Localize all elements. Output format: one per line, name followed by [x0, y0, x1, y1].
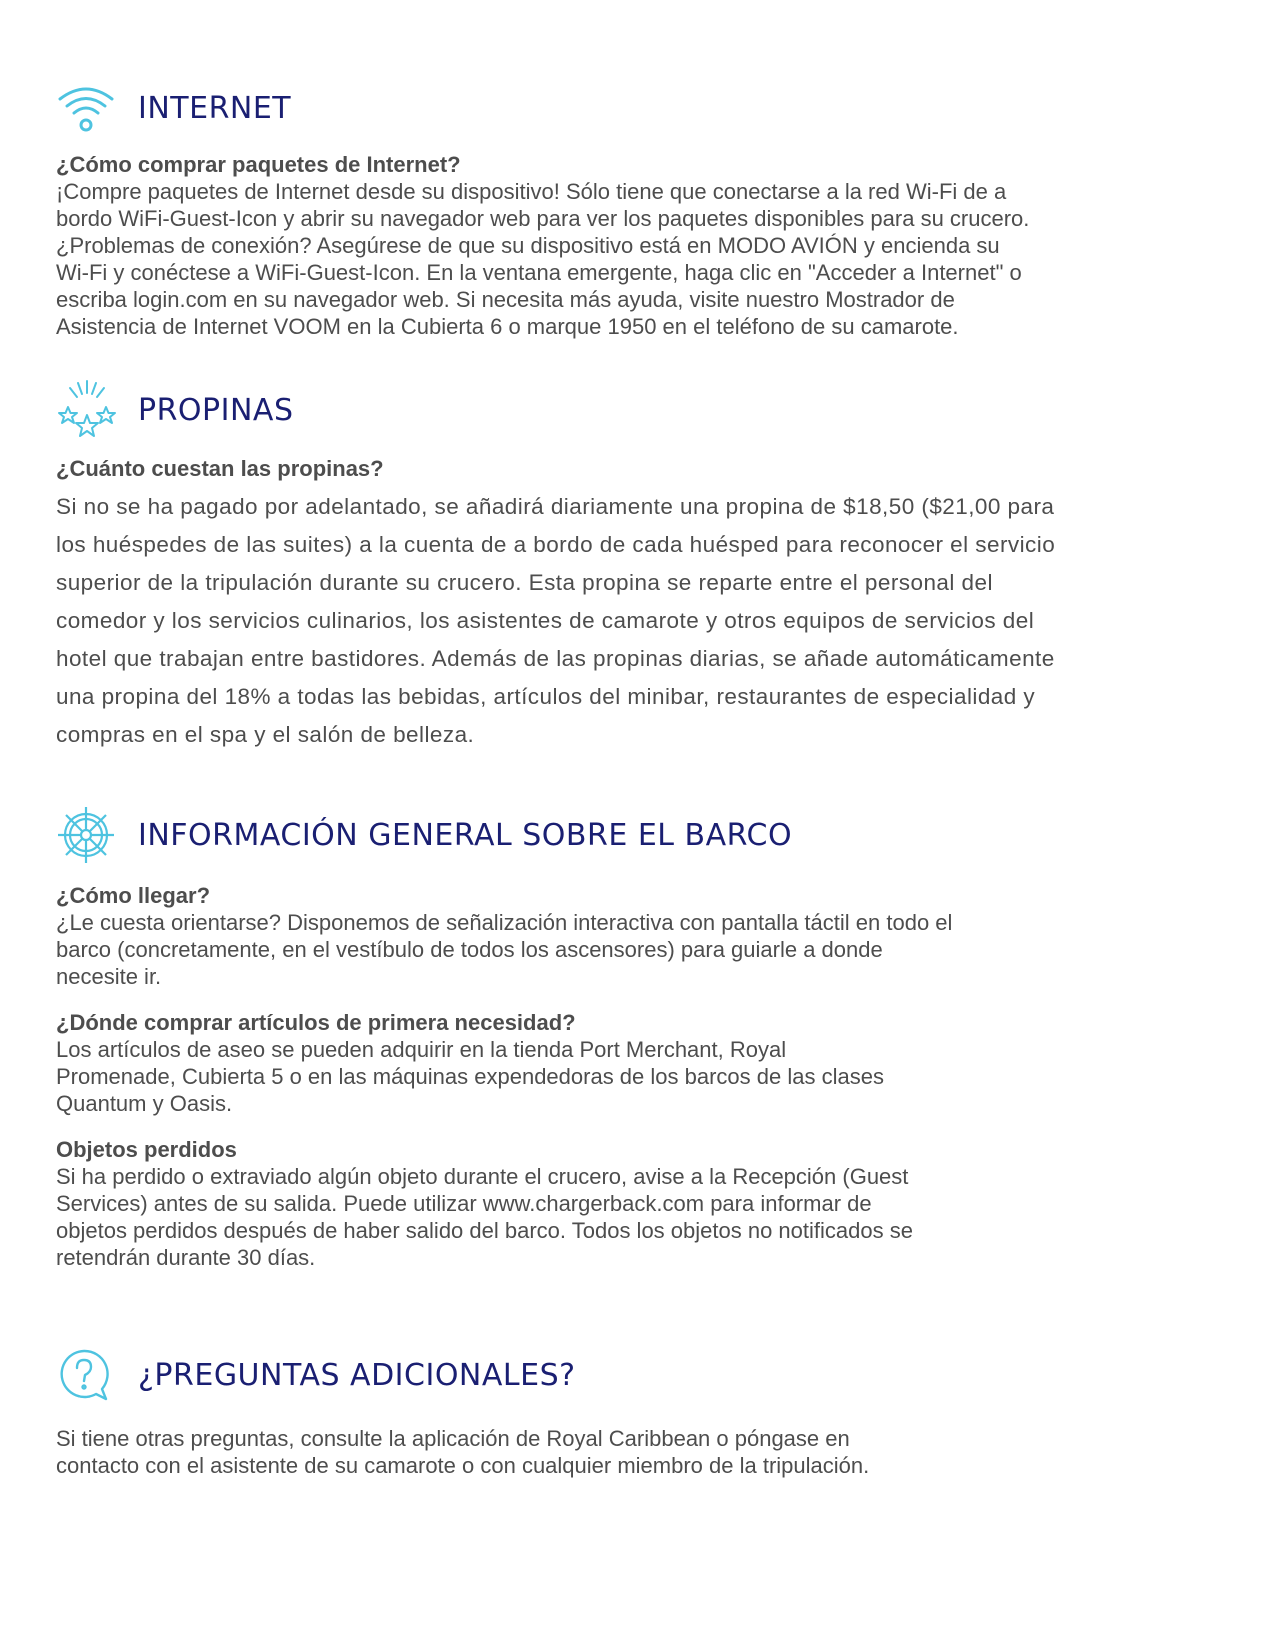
body-line: barco (concretamente, en el vestíbulo de todos los ascensores) para guiarle a donde: [56, 937, 883, 962]
body-line: objetos perdidos después de haber salido del barco. Todos los objetos no notificados se: [56, 1218, 913, 1243]
barco-section: [56, 805, 1226, 1271]
body-line: ¿Problemas de conexión? Asegúrese de que su dispositivo está en MODO AVIÓN y encienda su: [56, 233, 1000, 258]
body-line: los huéspedes de las suites) a la cuenta de a bordo de cada huésped para reconocer el servicio: [56, 532, 1056, 557]
body-line: ¡Compre paquetes de Internet desde su dispositivo! Sólo tiene que conectarse a la red Wi-Fi de a: [56, 179, 1007, 204]
internet-header: [56, 78, 1226, 138]
body-line: escriba login.com en su navegador web. Si necesita más ayuda, visite nuestro Mostrador de: [56, 287, 955, 312]
propinas-title: PROPINAS: [138, 392, 294, 428]
propinas-body: [56, 488, 1226, 754]
internet-question: ¿Cómo comprar paquetes de Internet?: [56, 152, 461, 177]
preguntas-section: [56, 1345, 1226, 1479]
body-line: Services) antes de su salida. Puede utilizar www.chargerback.com para informar de: [56, 1191, 872, 1216]
body-line: superior de la tripulación durante su crucero. Esta propina se reparte entre el personal del: [56, 570, 993, 595]
body-line: ¿Le cuesta orientarse? Disponemos de señalización interactiva con pantalla táctil en todo el: [56, 910, 953, 935]
body-line: Si ha perdido o extraviado algún objeto durante el crucero, avise a la Recepción (Guest: [56, 1164, 909, 1189]
barco-body-2: [56, 1036, 1156, 1117]
body-line: Quantum y Oasis.: [56, 1091, 233, 1116]
barco-header: [56, 805, 1226, 865]
internet-title: INTERNET: [138, 90, 292, 126]
preguntas-header: [56, 1345, 1226, 1405]
propinas-header: [56, 380, 1226, 440]
internet-body: [56, 178, 1226, 340]
preguntas-body: [56, 1425, 1226, 1479]
body-line: necesite ir.: [56, 964, 162, 989]
body-line: bordo WiFi-Guest-Icon y abrir su navegador web para ver los paquetes disponibles para su crucero.: [56, 206, 1030, 231]
body-line: Los artículos de aseo se pueden adquirir en la tienda Port Merchant, Royal: [56, 1037, 787, 1062]
body-line: contacto con el asistente de su camarote o con cualquier miembro de la tripulación.: [56, 1453, 870, 1478]
barco-question-3: Objetos perdidos: [56, 1137, 237, 1162]
body-line: Si no se ha pagado por adelantado, se añadirá diariamente una propina de $18,50 ($21,00 para: [56, 494, 1055, 519]
barco-question-2: ¿Dónde comprar artículos de primera necesidad?: [56, 1010, 576, 1035]
ship-wheel-icon: [56, 805, 118, 865]
propinas-question: ¿Cuánto cuestan las propinas?: [56, 456, 384, 481]
preguntas-title: ¿PREGUNTAS ADICIONALES?: [138, 1357, 576, 1393]
body-line: Wi-Fi y conéctese a WiFi-Guest-Icon. En la ventana emergente, haga clic en "Acceder a Internet" o: [56, 260, 1022, 285]
question-bubble-icon: [56, 1345, 118, 1405]
internet-section: [56, 78, 1226, 340]
body-line: una propina del 18% a todas las bebidas, artículos del minibar, restaurantes de especialidad y: [56, 684, 1036, 709]
barco-question-1: ¿Cómo llegar?: [56, 883, 211, 908]
propinas-section: [56, 380, 1226, 754]
barco-body-1: [56, 909, 1156, 990]
barco-body-3: [56, 1163, 1156, 1271]
body-line: retendrán durante 30 días.: [56, 1245, 316, 1270]
wifi-icon: [56, 78, 118, 138]
body-line: Si tiene otras preguntas, consulte la aplicación de Royal Caribbean o póngase en: [56, 1426, 850, 1451]
barco-title: INFORMACIÓN GENERAL SOBRE EL BARCO: [138, 817, 793, 853]
body-line: hotel que trabajan entre bastidores. Además de las propinas diarias, se añade automáticamente: [56, 646, 1055, 671]
body-line: compras en el spa y el salón de belleza.: [56, 722, 475, 747]
body-line: comedor y los servicios culinarios, los asistentes de camarote y otros equipos de servicios del: [56, 608, 1035, 633]
stars-icon: [56, 380, 118, 440]
body-line: Asistencia de Internet VOOM en la Cubierta 6 o marque 1950 en el teléfono de su camarote.: [56, 314, 959, 339]
body-line: Promenade, Cubierta 5 o en las máquinas expendedoras de los barcos de las clases: [56, 1064, 884, 1089]
